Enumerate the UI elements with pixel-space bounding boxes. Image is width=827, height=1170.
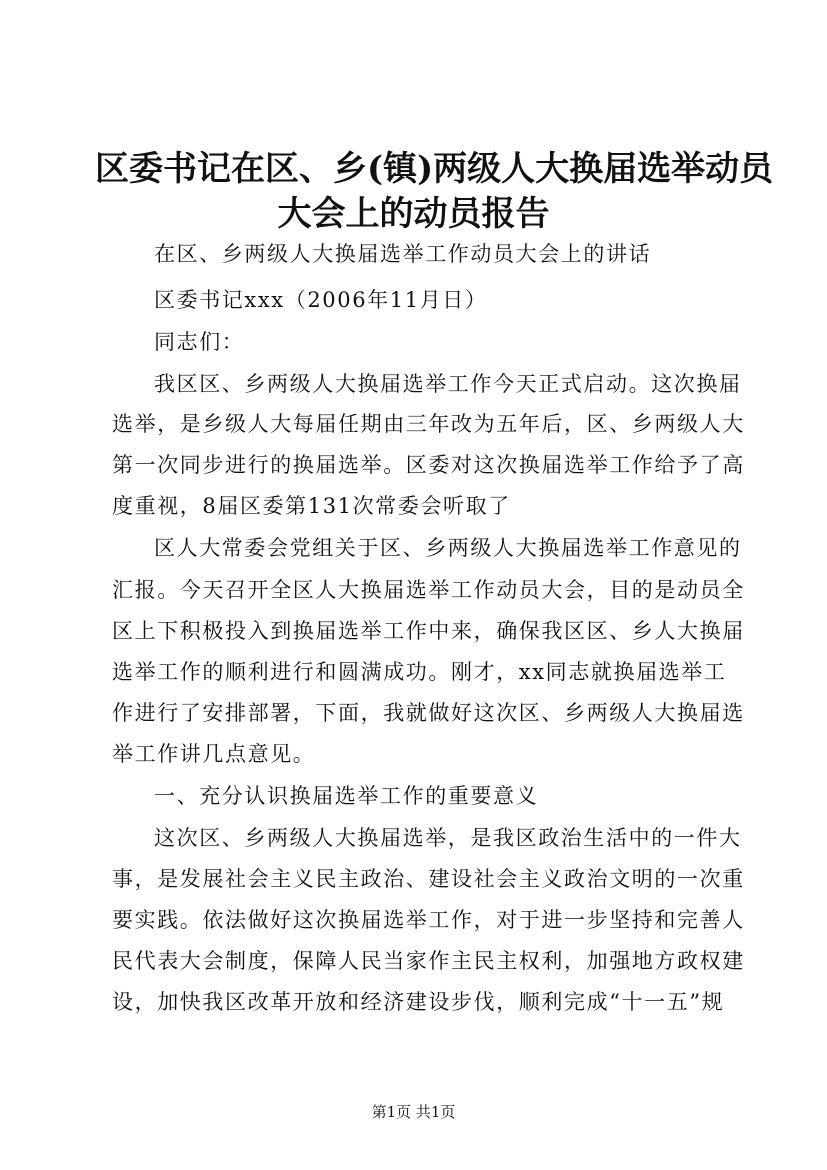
speaker-byline: 区委书记xxx（2006年11月日） xyxy=(154,288,488,312)
paragraph-2-line: 区上下积极投入到换届选举工作中来，确保我区区、乡人大换届 xyxy=(112,619,745,643)
paragraph-2-line: 作进行了安排部署，下面，我就做好这次区、乡两级人大换届选 xyxy=(112,701,745,725)
speech-subtitle: 在区、乡两级人大换届选举工作动员大会上的讲话 xyxy=(154,242,652,266)
paragraph-3-line: 要实践。依法做好这次换届选举工作，对于进一步坚持和完善人 xyxy=(112,908,745,932)
paragraph-1-line: 选举，是乡级人大每届任期由三年改为五年后，区、乡两级人大 xyxy=(112,412,745,436)
paragraph-1-line: 第一次同步进行的换届选举。区委对这次换届选举工作给予了高 xyxy=(112,453,745,477)
paragraph-2-line: 选举工作的顺利进行和圆满成功。刚才，xx同志就换届选举工 xyxy=(112,660,727,684)
paragraph-2-line: 汇报。今天召开全区人大换届选举工作动员大会，目的是动员全 xyxy=(112,578,745,602)
paragraph-3-line: 这次区、乡两级人大换届选举，是我区政治生活中的一件大 xyxy=(154,826,742,850)
document-title-line-1: 区委书记在区、乡(镇)两级人大换届选举动员 xyxy=(95,149,774,189)
paragraph-1-line: 度重视，8届区委第131次常委会听取了 xyxy=(112,494,511,518)
paragraph-3-line: 事，是发展社会主义民主政治、建设社会主义政治文明的一次重 xyxy=(112,867,745,891)
paragraph-3-line: 设，加快我区改革开放和经济建设步伐，顺利完成“十一五”规 xyxy=(112,990,725,1014)
page-footer: 第1页 共1页 xyxy=(371,1103,456,1121)
paragraph-3-line: 民代表大会制度，保障人民当家作主民主权利，加强地方政权建 xyxy=(112,949,745,973)
paragraph-2-line: 举工作讲几点意见。 xyxy=(112,742,316,766)
paragraph-2-line: 区人大常委会党组关于区、乡两级人大换届选举工作意见的 xyxy=(154,536,742,560)
section-heading-1: 一、充分认识换届选举工作的重要意义 xyxy=(154,784,539,808)
document-title-line-2: 大会上的动员报告 xyxy=(277,194,550,234)
salutation: 同志们： xyxy=(154,330,245,354)
paragraph-1-line: 我区区、乡两级人大换届选举工作今天正式启动。这次换届 xyxy=(154,372,742,396)
